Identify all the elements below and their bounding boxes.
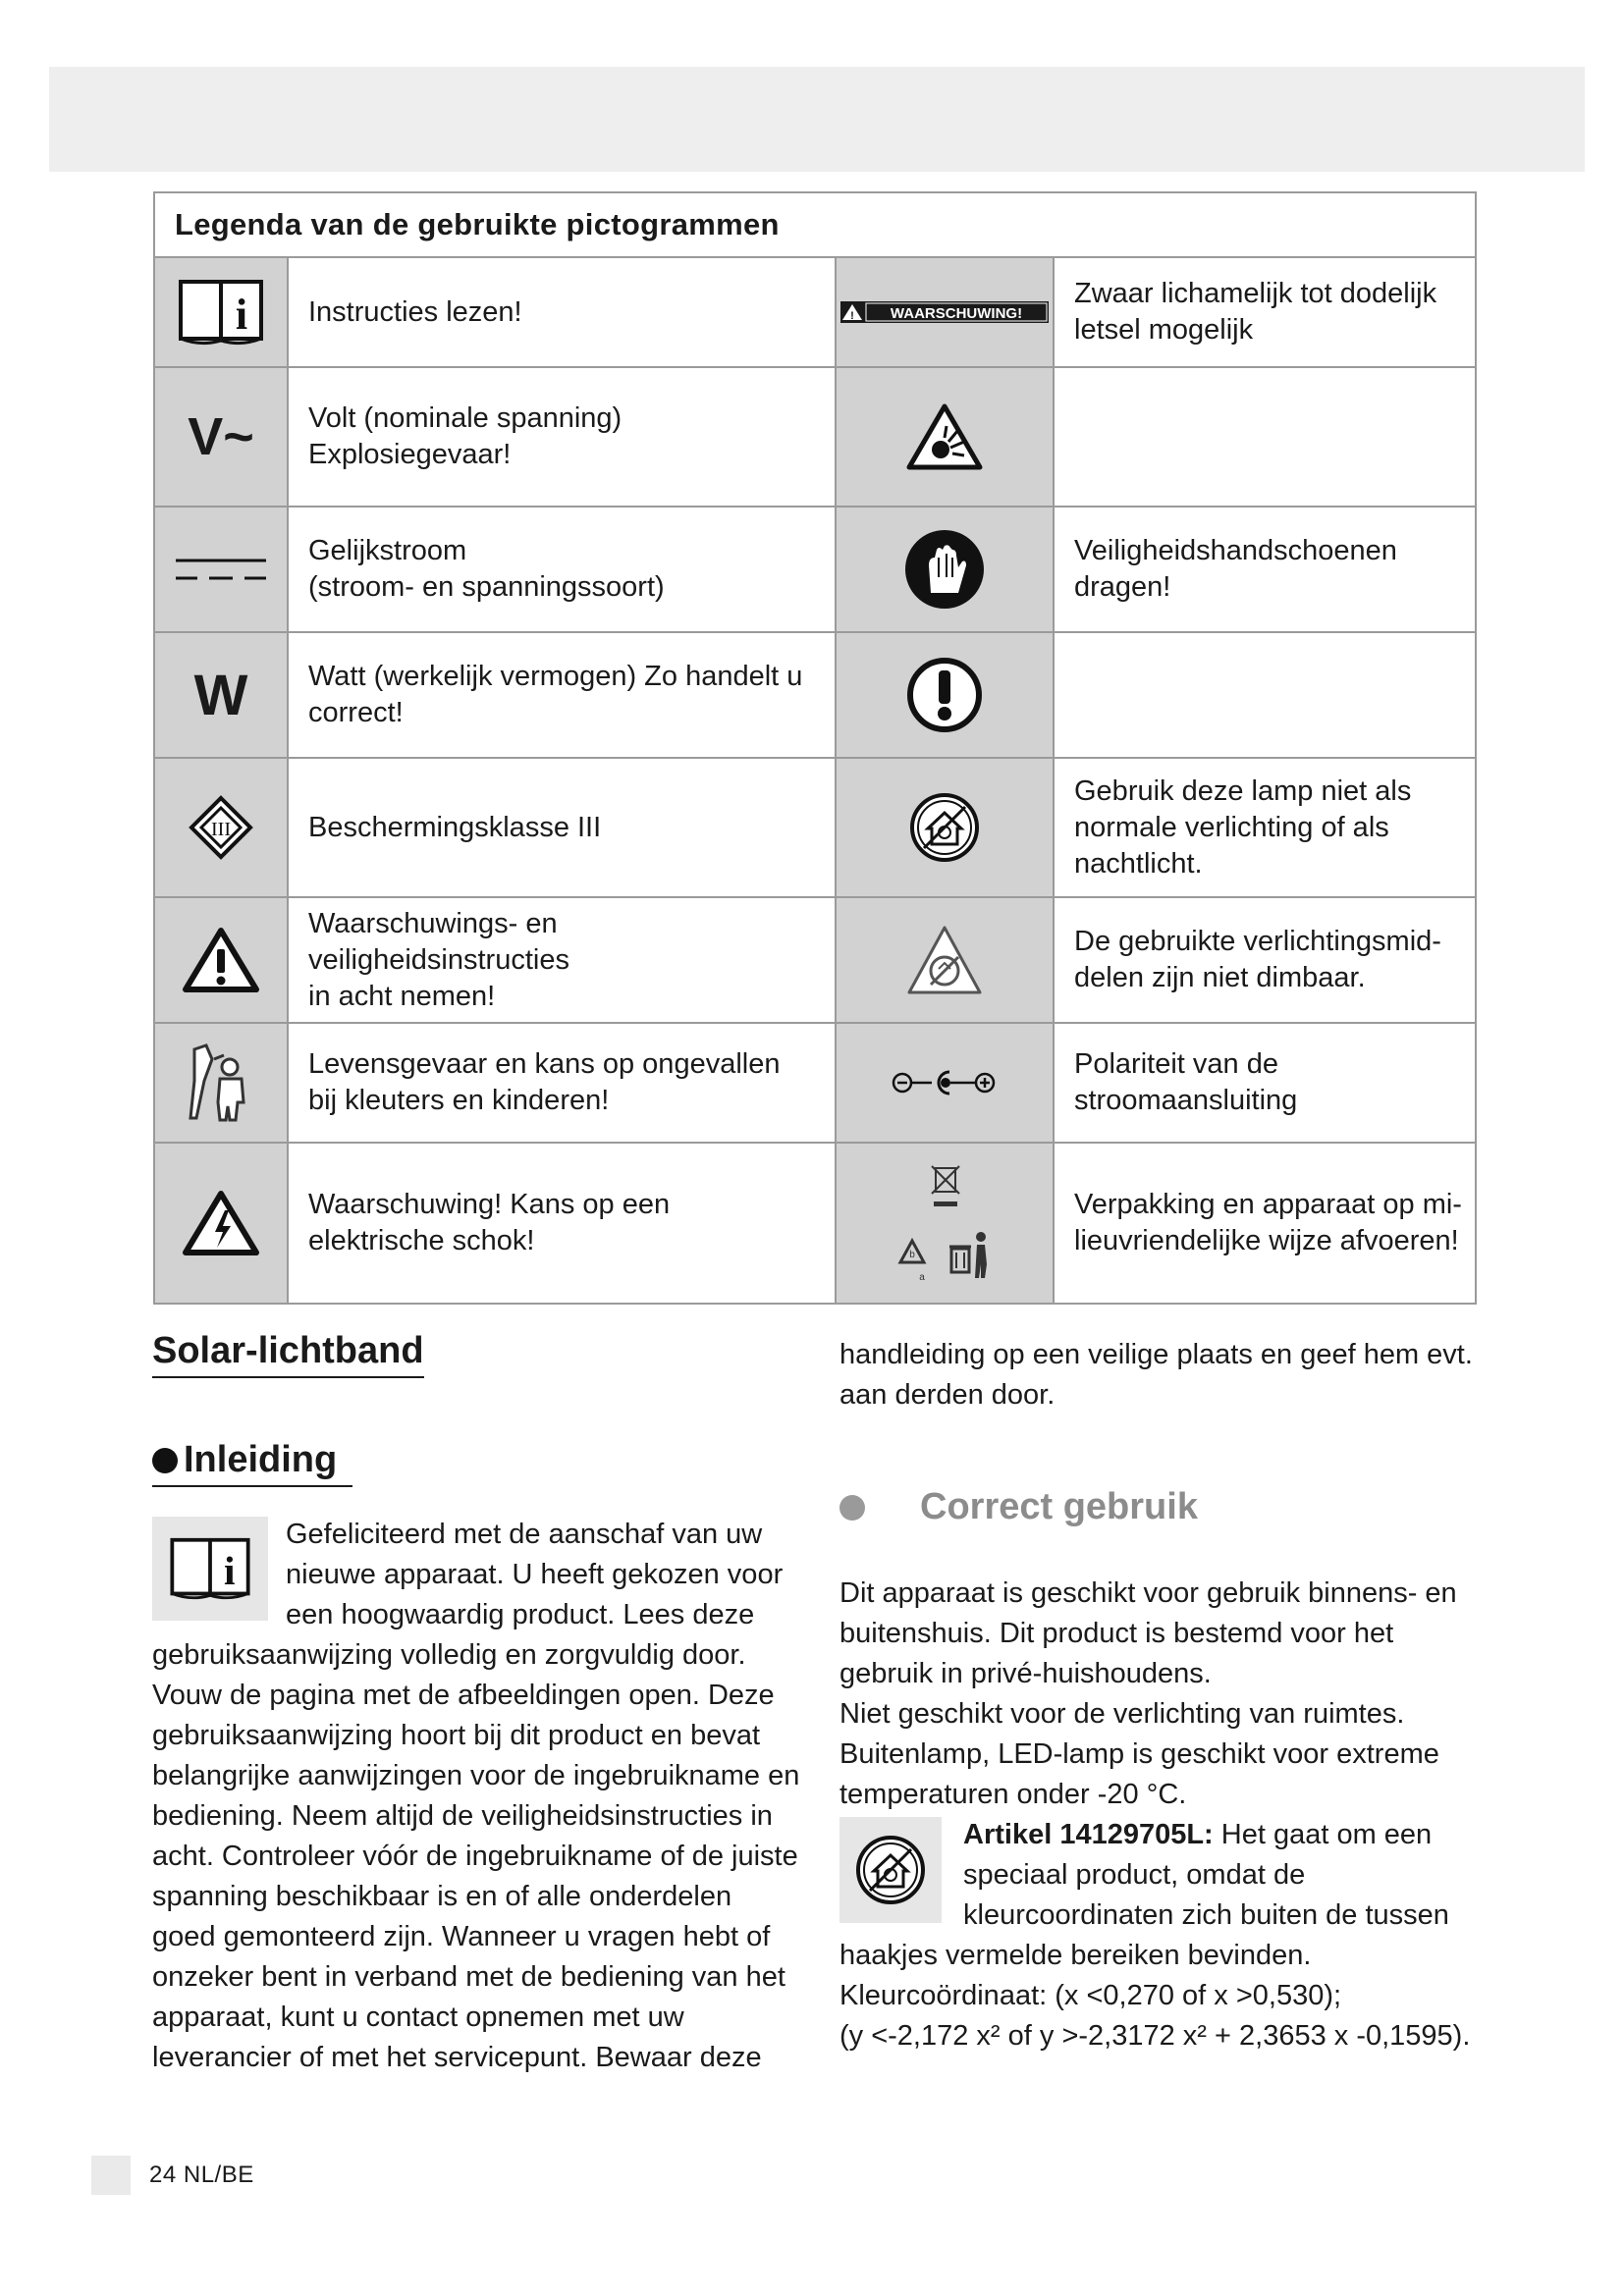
wear-gloves-icon <box>837 507 1055 631</box>
do-correctly-icon <box>837 633 1055 757</box>
polarity-icon <box>837 1024 1055 1142</box>
legend-left-text: Volt (nominale spanning) Explosiegevaar! <box>308 402 623 470</box>
color-formula: (y <-2,172 x² of y >-2,3172 x² + 2,3653 x -0,1595). <box>839 2020 1471 2052</box>
section-heading-inleiding: Inleiding <box>152 1439 352 1487</box>
intro-paragraph: i Gefeliciteerd met de aanschaf van uw nieuwe apparaat. U heeft gekozen voor een hoogwaardig product. Lees deze gebruiksaanwijzing volledig en zorgvuldig door. Vouw de pagina met de afbeeldingen open. Deze gebruiksaanwijzing hoort bij dit product en bevat belangrijke aanwijzingen voor de ingebruikname en bediening. Neem altijd de veiligheidsinstructies in acht. Controleer vóór de ingebruikname of de juiste spanning beschikbaar is en of alle onderdelen goed gemonteerd zijn. Wanneer u vragen hebt of onzeker bent in verband met de bediening van het apparaat, kunt u contact opnemen met uw leverancier of met het servicepunt. Bewaar deze <box>152 1519 800 2073</box>
article-paragraph: Artikel 14129705L: Het gaat om een speciaal product, omdat de kleurcoordinaten zich buiten de tussen haakjes vermelde bereiken bevinden. <box>839 1819 1449 1971</box>
child-danger-icon <box>155 1024 289 1142</box>
usage-restriction-paragraph: Niet geschikt voor de verlichting van ruimtes. Buitenlamp, LED-lamp is geschikt voor extreme temperaturen onder -20 °C. <box>839 1698 1439 1810</box>
warning-label-text: WAARSCHUWING! <box>890 305 1023 322</box>
svg-text:b: b <box>909 1250 915 1260</box>
legend-row <box>155 898 1475 1024</box>
not-dimmable-icon <box>837 898 1055 1022</box>
legend-row <box>155 507 1475 633</box>
header-band <box>49 67 1585 172</box>
warning-label-icon <box>837 258 1055 366</box>
legend-left-text: Watt (werkelijk vermogen) Zo handelt u correct! <box>308 661 803 728</box>
right-column <box>839 1335 1488 2056</box>
legend-row <box>155 258 1475 368</box>
locale-label: NL/BE <box>183 2162 254 2188</box>
section-heading-correct-gebruik: Correct gebruik <box>839 1486 1488 1528</box>
read-instructions-icon <box>152 1517 268 1621</box>
legend-row <box>155 759 1475 898</box>
left-column <box>152 1330 800 2078</box>
svg-text:i: i <box>235 291 248 339</box>
legend-title: Legenda van de gebruikte pictogrammen <box>155 193 1475 258</box>
legend-right-text: De gebruikte verlichtingsmid- delen zijn niet dimbaar. <box>1074 926 1441 993</box>
footer-marker <box>91 2156 131 2195</box>
usage-paragraph: Dit apparaat is geschikt voor gebruik binnens- en buitenshuis. Dit product is bestemd voor het gebruik in privé-huishoudens. <box>839 1577 1457 1689</box>
page-footer <box>149 2162 254 2189</box>
article-number: Artikel 14129705L: <box>963 1819 1214 1850</box>
legend-left-text: Waarschuwing! Kans op een elektrische schok! <box>308 1189 671 1256</box>
legend-right-text: Gebruik deze lamp niet als normale verlichting of als nachtlicht. <box>1074 774 1412 880</box>
legend-right-text: Zwaar lichamelijk tot dodelijk letsel mogelijk <box>1074 278 1437 346</box>
direct-current-icon <box>155 507 289 631</box>
svg-text:a: a <box>919 1272 925 1283</box>
pictogram-legend-table <box>153 191 1477 1305</box>
legend-left-text: Beschermingsklasse III <box>308 811 602 843</box>
explosion-hazard-icon <box>837 368 1055 506</box>
volt-ac-icon: V~ <box>155 368 289 506</box>
legend-row <box>155 633 1475 759</box>
intro-continuation: handleiding op een veilige plaats en geef hem evt. aan derden door. <box>839 1339 1473 1411</box>
no-household-lighting-icon <box>839 1817 942 1923</box>
bullet-dot-icon <box>152 1448 178 1473</box>
protection-class-3-icon <box>155 759 289 896</box>
no-household-lighting-icon <box>837 759 1055 896</box>
page-number: 24 <box>149 2162 177 2188</box>
svg-text:III: III <box>211 819 231 840</box>
legend-right-text: Veiligheidshandschoenen dragen! <box>1074 535 1397 603</box>
read-instructions-icon <box>155 258 289 366</box>
legend-left-text: Waarschuwings- en veiligheidsinstructies in acht nemen! <box>308 907 569 1012</box>
legend-row <box>155 1144 1475 1303</box>
legend-left-text: Instructies lezen! <box>308 295 522 328</box>
warning-triangle-icon <box>155 898 289 1022</box>
watt-icon: W <box>155 633 289 757</box>
svg-text:i: i <box>224 1548 236 1594</box>
color-coordinates: Kleurcoördinaat: (x <0,270 of x >0,530); <box>839 1980 1342 2011</box>
recycling-disposal-icon <box>837 1144 1055 1303</box>
electric-shock-icon <box>155 1144 289 1303</box>
bullet-dot-icon <box>839 1495 865 1521</box>
svg-text:!: ! <box>850 310 854 322</box>
legend-left-text: Gelijkstroom (stroom- en spanningssoort) <box>308 535 665 603</box>
legend-row <box>155 368 1475 507</box>
legend-right-text: Verpakking en apparaat op mi- lieuvriendelijke wijze afvoeren! <box>1074 1189 1462 1256</box>
legend-right-text: Polariteit van de stroomaansluiting <box>1074 1048 1298 1116</box>
legend-row <box>155 1024 1475 1144</box>
product-title: Solar-lichtband <box>152 1330 424 1378</box>
legend-left-text: Levensgevaar en kans op ongevallen bij kleuters en kinderen! <box>308 1048 781 1116</box>
